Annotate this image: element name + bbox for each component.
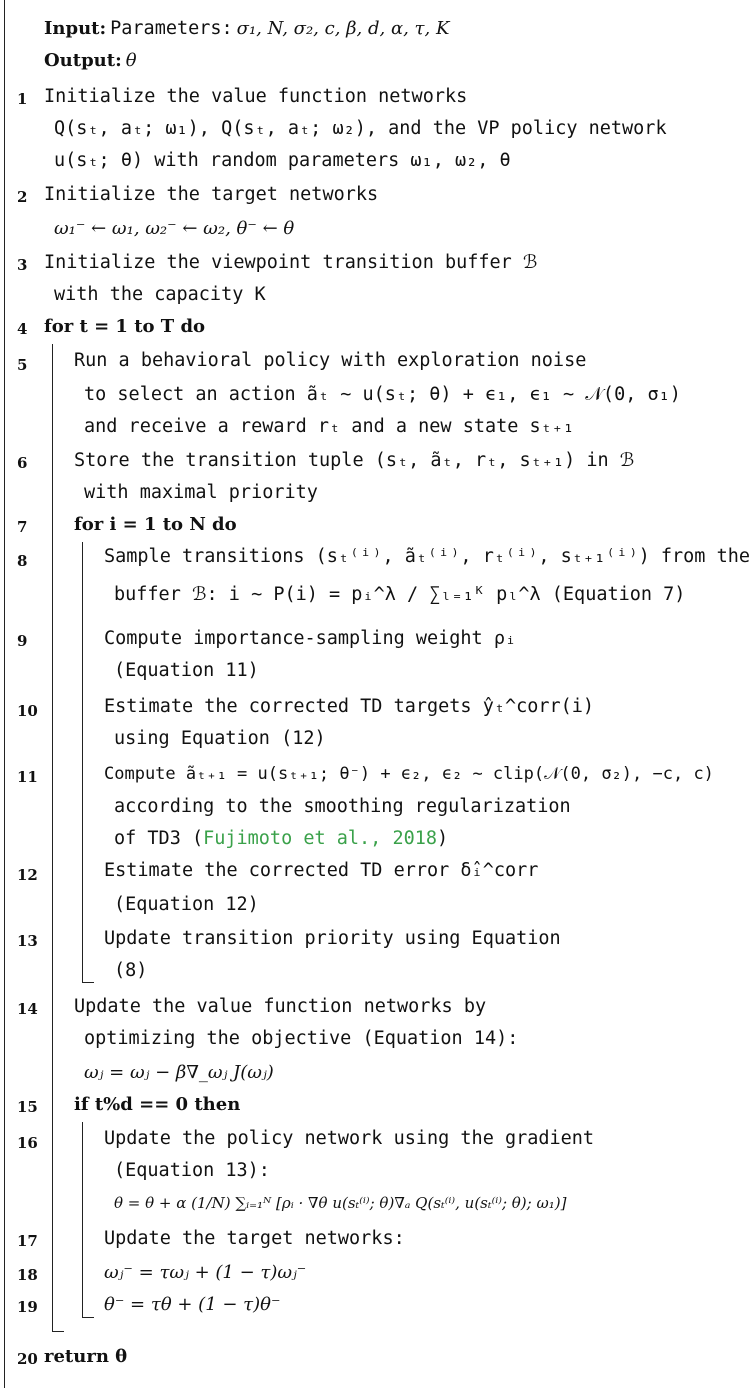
input-params: σ₁, N, σ₂, c, β, d, α, τ, K bbox=[236, 18, 450, 39]
step-number: 7 bbox=[17, 518, 28, 536]
citation-link[interactable]: Fujimoto et al., 2018 bbox=[203, 828, 438, 849]
step-line: Sample transitions (sₜ⁽ⁱ⁾, ãₜ⁽ⁱ⁾, rₜ⁽ⁱ⁾, sₜ₊₁⁽ⁱ⁾) from the bbox=[104, 546, 750, 567]
step-line-text: ) bbox=[437, 828, 449, 849]
for-loop-header: for i = 1 to N do bbox=[74, 514, 237, 535]
step-number: 16 bbox=[17, 1134, 38, 1152]
step-line: according to the smoothing regularization bbox=[114, 796, 571, 817]
step-line: Run a behavioral policy with exploration noise bbox=[74, 350, 587, 371]
step-line: Initialize the target networks bbox=[44, 184, 379, 205]
step-line: Estimate the corrected TD targets ŷₜ^corr(i) bbox=[104, 696, 595, 717]
step-line: Update transition priority using Equation bbox=[104, 928, 561, 949]
step-number: 12 bbox=[17, 866, 38, 884]
if-bar-end bbox=[82, 1317, 94, 1318]
step-line: ω₁⁻ ← ω₁, ω₂⁻ ← ω₂, θ⁻ ← θ bbox=[54, 218, 295, 239]
step-number: 13 bbox=[17, 932, 38, 950]
step-line: and receive a reward rₜ and a new state sₜ₊₁ bbox=[84, 416, 575, 437]
step-number: 15 bbox=[17, 1098, 38, 1116]
step-number: 19 bbox=[17, 1298, 38, 1316]
return-statement: return θ bbox=[44, 1346, 128, 1367]
step-number: 14 bbox=[17, 1000, 38, 1018]
step-line: Initialize the value function networks bbox=[44, 86, 468, 107]
step-number: 8 bbox=[17, 552, 28, 570]
step-number: 4 bbox=[17, 320, 28, 338]
input-line bbox=[44, 18, 449, 39]
step-line: θ⁻ = τθ + (1 − τ)θ⁻ bbox=[104, 1294, 281, 1315]
step-line: Initialize the viewpoint transition buffer ℬ bbox=[44, 252, 538, 273]
if-bar bbox=[82, 1122, 83, 1317]
step-number: 2 bbox=[17, 188, 28, 206]
step-line: ωⱼ⁻ = τωⱼ + (1 − τ)ωⱼ⁻ bbox=[104, 1262, 307, 1283]
input-label: Input: bbox=[44, 18, 107, 39]
step-line: Q(sₜ, aₜ; ω₁), Q(sₜ, aₜ; ω₂), and the VP policy network bbox=[54, 118, 667, 139]
step-line: Compute ãₜ₊₁ = u(sₜ₊₁; θ⁻) + ϵ₂, ϵ₂ ∼ clip(𝒩(0, σ₂), −c, c) bbox=[104, 764, 714, 784]
loop-bar-i bbox=[82, 542, 83, 982]
step-line: θ = θ + α (1/N) ∑ᵢ₌₁ᴺ [ρᵢ · ∇θ u(sₜ⁽ⁱ⁾; θ)∇ₐ Q(sₜ⁽ⁱ⁾, u(sₜ⁽ⁱ⁾; θ); ω₁)] bbox=[114, 1194, 567, 1212]
output-label: Output: bbox=[44, 50, 122, 71]
step-number: 6 bbox=[17, 454, 28, 472]
output-value: θ bbox=[125, 50, 137, 71]
step-line: with the capacity K bbox=[54, 284, 266, 305]
step-number: 18 bbox=[17, 1266, 38, 1284]
algorithm-frame-rule bbox=[4, 0, 5, 1388]
step-number: 17 bbox=[17, 1232, 38, 1250]
step-line: with maximal priority bbox=[84, 482, 318, 503]
step-line: Update the target networks: bbox=[104, 1228, 405, 1249]
step-line bbox=[114, 828, 448, 849]
step-line: Estimate the corrected TD error δ̂ᵢ^corr bbox=[104, 860, 539, 881]
step-line-text: of TD3 ( bbox=[114, 828, 204, 849]
step-line: (Equation 13): bbox=[114, 1160, 270, 1181]
step-line: (8) bbox=[114, 960, 148, 981]
step-number: 9 bbox=[17, 632, 28, 650]
step-line: ωⱼ = ωⱼ − β∇_ωⱼ J(ωⱼ) bbox=[84, 1062, 274, 1083]
step-line: (Equation 11) bbox=[114, 660, 259, 681]
step-number: 5 bbox=[17, 356, 28, 374]
input-text: Parameters: bbox=[110, 18, 233, 39]
step-number: 3 bbox=[17, 256, 28, 274]
step-line: u(sₜ; θ) with random parameters ω₁, ω₂, θ bbox=[54, 150, 511, 171]
loop-bar-i-end bbox=[82, 982, 94, 983]
loop-bar-t bbox=[52, 344, 53, 1331]
step-line: using Equation (12) bbox=[114, 728, 326, 749]
step-line: Update the value function networks by bbox=[74, 996, 487, 1017]
step-line: Store the transition tuple (sₜ, ãₜ, rₜ, sₜ₊₁) in ℬ bbox=[74, 450, 635, 471]
step-line: buffer ℬ: i ∼ P(i) = pᵢ^λ / ∑ₗ₌₁ᴷ pₗ^λ (Equation 7) bbox=[114, 584, 686, 605]
step-line: Update the policy network using the gradient bbox=[104, 1128, 595, 1149]
for-loop-header: for t = 1 to T do bbox=[44, 316, 206, 337]
loop-bar-t-end bbox=[52, 1331, 64, 1332]
step-line: optimizing the objective (Equation 14): bbox=[84, 1028, 519, 1049]
if-header: if t%d == 0 then bbox=[74, 1094, 241, 1115]
output-line bbox=[44, 50, 137, 71]
step-number: 10 bbox=[17, 702, 38, 720]
step-line: to select an action ãₜ ∼ u(sₜ; θ) + ϵ₁, ϵ₁ ∼ 𝒩(0, σ₁) bbox=[84, 384, 681, 405]
step-number: 20 bbox=[17, 1350, 38, 1368]
step-line: Compute importance-sampling weight ρᵢ bbox=[104, 628, 517, 649]
step-line: (Equation 12) bbox=[114, 894, 259, 915]
step-number: 1 bbox=[17, 90, 28, 108]
step-number: 11 bbox=[17, 768, 38, 786]
